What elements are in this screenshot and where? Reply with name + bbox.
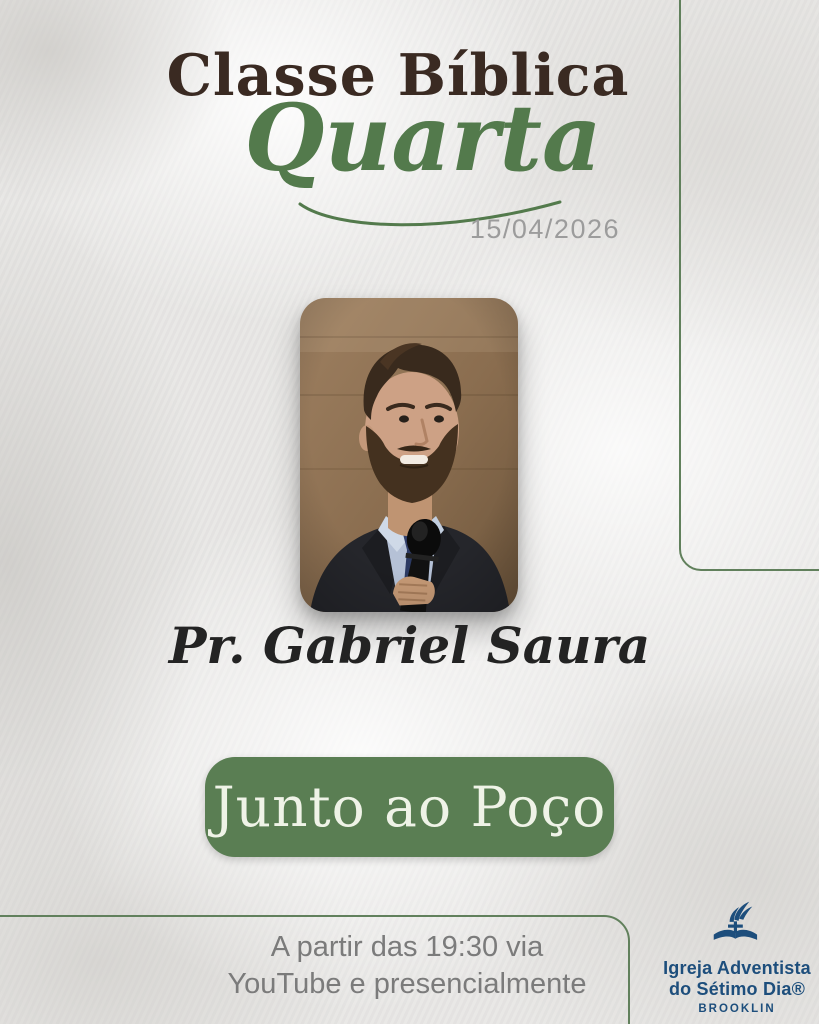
schedule-line-1: A partir das 19:30 via — [270, 931, 544, 963]
church-name-line-1: Igreja Adventista — [663, 958, 811, 978]
church-branch: BROOKLIN — [698, 1003, 776, 1015]
portrait-illustration — [300, 298, 518, 612]
church-logo — [652, 894, 819, 1015]
adventist-flame-book-cross-icon — [700, 894, 774, 954]
topic-badge-label: Junto ao Poço — [212, 775, 607, 839]
subtitle-script-word: Quarta — [244, 84, 602, 192]
schedule-text — [127, 929, 687, 1003]
church-name-line-2: do Sétimo Dia® — [668, 979, 806, 999]
topic-badge — [205, 757, 614, 857]
pastor-portrait-photo — [300, 298, 518, 612]
schedule-line-2: YouTube e presencialmente — [227, 968, 587, 1000]
speaker-name: Pr. Gabriel Saura — [168, 616, 651, 675]
event-date: 15/04/2026 — [469, 214, 620, 244]
page-title: Classe Bíblica — [166, 42, 630, 109]
